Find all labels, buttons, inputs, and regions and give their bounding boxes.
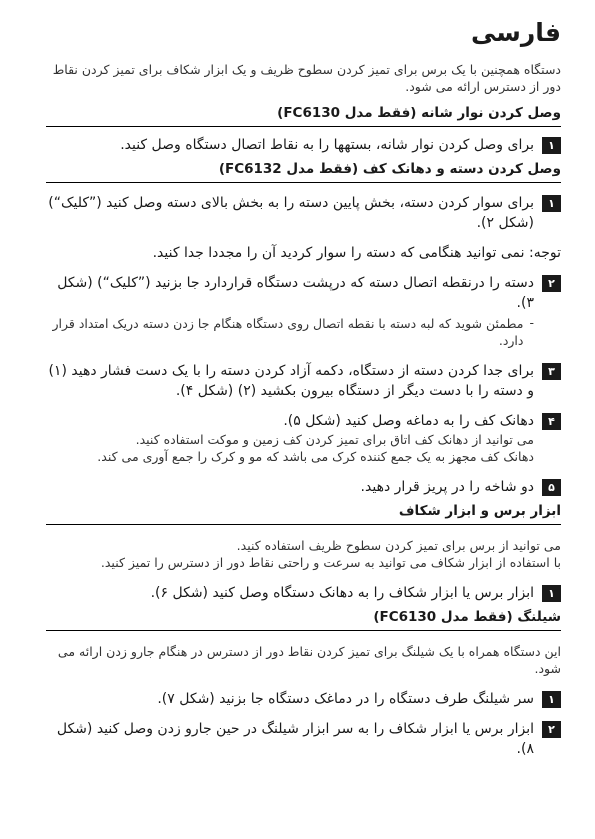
step-number: ۱ [542, 195, 561, 212]
step-item [46, 411, 561, 431]
step-text: برای سوار کردن دسته، بخش پایین دسته را به بخش بالای دسته وصل کنید (”کلیک“) (شکل ۲). [48, 195, 534, 231]
step-text: دهانک کف را به دماغه وصل کنید (شکل ۵). [283, 413, 534, 429]
step-number: ۲ [542, 275, 561, 292]
info-paragraph: این دستگاه همراه با یک شیلنگ برای تمیز کردن نقاط دور از دسترس در هنگام جارو زدن ارائه می شود. [57, 644, 561, 676]
step-number: ۲ [542, 721, 561, 738]
step-number: ۵ [542, 479, 561, 496]
section-title-handle: وصل کردن دسته و دهانک کف (فقط مدل FC6132) [46, 157, 561, 183]
step-text: دسته را درنقطه اتصال دسته که درپشت دستگاه قراردارد جا بزنید (”کلیک“) (شکل ۳). [57, 275, 534, 311]
step-text: سر شیلنگ طرف دستگاه را در دماغک دستگاه جا بزنید (شکل ۷). [157, 691, 534, 707]
step-item [46, 193, 561, 233]
step-number: ۴ [542, 413, 561, 430]
step-number: ۱ [542, 691, 561, 708]
step-item [46, 719, 561, 759]
intro-paragraph: دستگاه همچنین با یک برس برای تمیز کردن سطوح ظریف و یک ابزار شکاف برای تمیز کردن نقاط دور از دسترس ارائه می شود. [52, 62, 561, 94]
note-text: توجه: نمی توانید هنگامی که دسته را سوار کردید آن را مجددا جدا کنید. [152, 245, 561, 261]
step-number: ۱ [542, 585, 561, 602]
step-text: ابزار برس یا ابزار شکاف را به دهانک دستگاه وصل کنید (شکل ۶). [150, 585, 534, 601]
step-text: ابزار برس یا ابزار شکاف را به سر ابزار شیلنگ در حین جارو زدن وصل کنید (شکل ۸). [56, 721, 534, 757]
step-number: ۱ [542, 137, 561, 154]
language-title: فارسی [470, 18, 561, 47]
step-item [46, 273, 561, 313]
step-item [46, 583, 561, 603]
section-title-comb: وصل کردن نوار شانه (فقط مدل FC6130) [46, 101, 561, 127]
info-line: می توانید از برس برای تمیز کردن سطوح ظریف استفاده کنید. [236, 538, 561, 553]
section-title-hose: شیلنگ (فقط مدل FC6130) [46, 605, 561, 631]
step-text: دو شاخه را در پریز قرار دهید. [360, 479, 534, 495]
sub-bullet-text: مطمئن شوید که لبه دسته با نقطه اتصال روی دستگاه هنگام جا زدن دسته دریک امتداد قرار دارد. [52, 316, 524, 348]
info-line: می توانید از دهانک کف اتاق برای تمیز کردن کف زمین و موکت استفاده کنید. [135, 432, 534, 447]
step-item [46, 361, 561, 401]
step-item [46, 689, 561, 709]
step-text: برای وصل کردن نوار شانه، بستهها را به نقاط اتصال دستگاه وصل کنید. [120, 137, 534, 153]
bullet-dash: - [529, 315, 534, 330]
step-text: برای جدا کردن دسته از دستگاه، دکمه آزاد کردن دسته را با یک دست فشار دهید (۱) و دسته را با دست دیگر از دستگاه بیرون بکشید (۲) (شکل ۴). [48, 363, 534, 399]
manual-page [46, 18, 561, 759]
info-line: دهانک کف مجهز به یک جمع کننده کرک می باشد که مو و کرک را جمع آوری می کند. [97, 449, 534, 464]
step-number: ۳ [542, 363, 561, 380]
sub-bullet [46, 315, 561, 349]
section-title-brush: ابزار برس و ابزار شکاف [46, 499, 561, 525]
step-item [46, 477, 561, 497]
step-item [46, 135, 561, 155]
info-line: با استفاده از ابزار شکاف می توانید به سرعت و راحتی نقاط دور از دسترس را تمیز کنید. [100, 555, 561, 570]
